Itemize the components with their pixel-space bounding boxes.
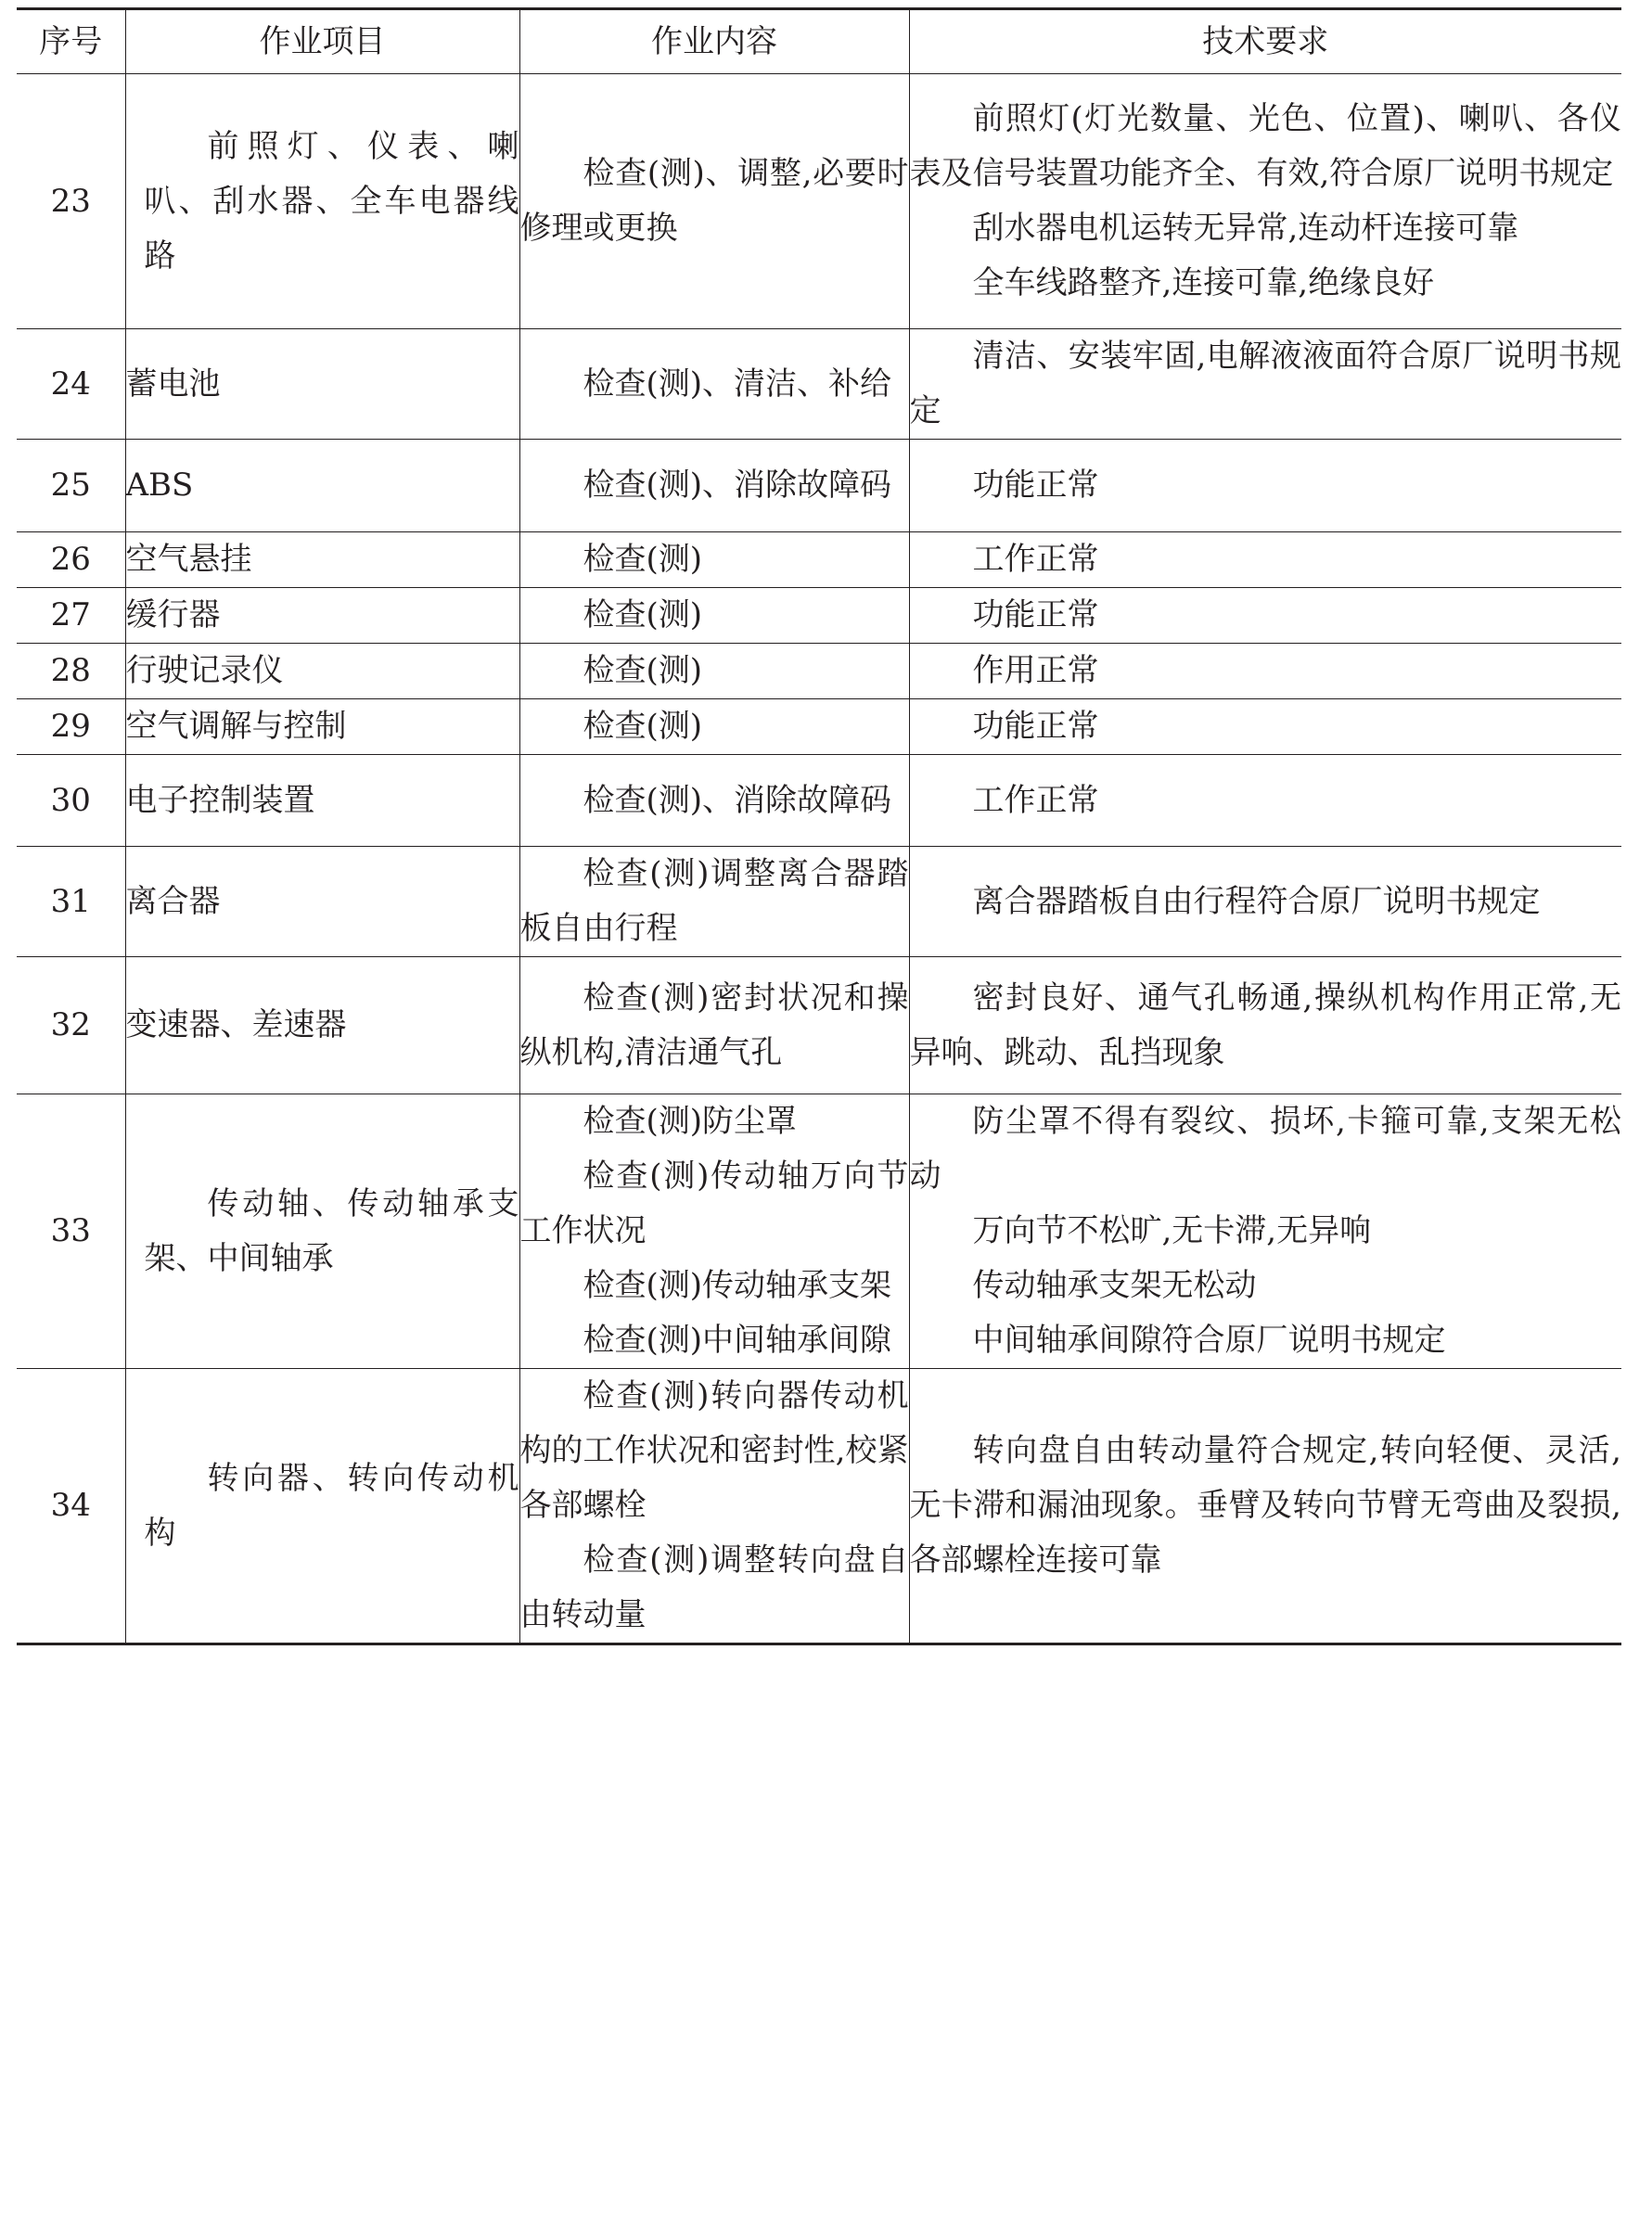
row-item [125, 957, 519, 1094]
row-content [519, 1369, 909, 1644]
row-content-line: 检查(测)调整离合器踏板自由行程 [519, 855, 909, 947]
row-item [125, 440, 519, 532]
row-requirement-line: 工作正常 [972, 781, 1099, 819]
table-row [17, 1094, 1621, 1369]
row-content-line: 检查(测)、消除故障码 [583, 467, 892, 504]
row-item-text: 电子控制装置 [125, 781, 315, 819]
row-content-line: 检查(测)、清洁、补给 [583, 365, 892, 403]
row-requirement-line: 防尘罩不得有裂纹、损坏,卡箍可靠,支架无松动 [909, 1103, 1621, 1195]
row-requirement-line: 传动轴承支架无松动 [972, 1267, 1257, 1304]
row-item-text: 前照灯、仪表、喇叭、刮水器、全车电器线路 [144, 127, 519, 275]
row-content [519, 755, 909, 847]
row-requirement-line: 功能正常 [972, 596, 1099, 633]
row-content [519, 588, 909, 644]
header-no: 序号 [17, 9, 125, 74]
row-content [519, 644, 909, 699]
row-content-line: 检查(测) [583, 596, 703, 633]
row-requirement-line: 离合器踏板自由行程符合原厂说明书规定 [972, 882, 1541, 920]
row-item [125, 588, 519, 644]
row-content-line: 检查(测) [583, 708, 703, 745]
row-requirement [909, 1369, 1621, 1644]
document-page [17, 7, 1621, 1645]
row-content [519, 74, 909, 329]
row-requirement [909, 74, 1621, 329]
row-item-text: 转向器、转向传动机构 [144, 1459, 519, 1552]
row-item [125, 1369, 519, 1644]
table-row [17, 1369, 1621, 1644]
row-requirement-line: 中间轴承间隙符合原厂说明书规定 [972, 1322, 1446, 1359]
row-item-text: 变速器、差速器 [125, 1006, 347, 1043]
row-number: 31 [17, 847, 125, 957]
row-requirement [909, 440, 1621, 532]
row-number: 27 [17, 588, 125, 644]
row-item-text: 蓄电池 [125, 365, 221, 403]
row-number: 23 [17, 74, 125, 329]
row-item [125, 755, 519, 847]
row-content-line: 检查(测)传动轴万向节工作状况 [519, 1158, 909, 1249]
row-content-line: 检查(测)转向器传动机构的工作状况和密封性,校紧各部螺栓 [519, 1377, 909, 1524]
row-requirement-line: 密封良好、通气孔畅通,操纵机构作用正常,无异响、跳动、乱挡现象 [909, 979, 1621, 1071]
row-requirement [909, 847, 1621, 957]
row-content [519, 957, 909, 1094]
row-content [519, 440, 909, 532]
row-content-line: 检查(测) [583, 652, 703, 689]
row-requirement-line: 全车线路整齐,连接可靠,绝缘良好 [972, 264, 1435, 301]
row-requirement-line: 作用正常 [972, 652, 1099, 689]
table-row [17, 329, 1621, 440]
row-number: 29 [17, 699, 125, 755]
row-item-text: 离合器 [125, 882, 221, 920]
row-requirement-line: 工作正常 [972, 541, 1099, 578]
row-content-line: 检查(测)中间轴承间隙 [583, 1322, 892, 1359]
table-row [17, 699, 1621, 755]
row-requirement-line: 功能正常 [972, 708, 1099, 745]
row-item [125, 74, 519, 329]
row-content [519, 699, 909, 755]
table-row [17, 532, 1621, 588]
maintenance-table [17, 7, 1621, 1645]
row-item [125, 1094, 519, 1369]
row-item [125, 532, 519, 588]
row-item-text: 缓行器 [125, 596, 221, 633]
row-item-text: ABS [125, 467, 194, 504]
row-number: 33 [17, 1094, 125, 1369]
row-number: 34 [17, 1369, 125, 1644]
row-content-line: 检查(测)、消除故障码 [583, 781, 892, 819]
row-number: 28 [17, 644, 125, 699]
table-row [17, 847, 1621, 957]
row-requirement-line: 功能正常 [972, 467, 1099, 504]
row-item [125, 699, 519, 755]
row-content-line: 检查(测)传动轴承支架 [583, 1267, 892, 1304]
row-item-text: 空气悬挂 [125, 541, 252, 578]
row-content [519, 1094, 909, 1369]
row-item-text: 传动轴、传动轴承支架、中间轴承 [144, 1184, 519, 1277]
row-number: 24 [17, 329, 125, 440]
row-content [519, 847, 909, 957]
row-number: 32 [17, 957, 125, 1094]
row-content [519, 532, 909, 588]
row-content [519, 329, 909, 440]
row-requirement [909, 1094, 1621, 1369]
row-item-text: 空气调解与控制 [125, 708, 347, 745]
row-requirement-line: 万向节不松旷,无卡滞,无异响 [972, 1212, 1372, 1249]
row-requirement [909, 755, 1621, 847]
table-row [17, 74, 1621, 329]
table-row [17, 440, 1621, 532]
table-row [17, 957, 1621, 1094]
row-requirement [909, 329, 1621, 440]
table-row [17, 588, 1621, 644]
row-content-line: 检查(测)调整转向盘自由转动量 [519, 1541, 909, 1633]
header-item: 作业项目 [125, 9, 519, 74]
row-requirement [909, 699, 1621, 755]
row-content-line: 检查(测)防尘罩 [583, 1103, 798, 1140]
row-number: 25 [17, 440, 125, 532]
row-item [125, 847, 519, 957]
row-content-line: 检查(测)密封状况和操纵机构,清洁通气孔 [519, 979, 909, 1071]
row-requirement-line: 刮水器电机运转无异常,连动杆连接可靠 [972, 210, 1519, 247]
row-requirement [909, 957, 1621, 1094]
row-requirement [909, 644, 1621, 699]
table-header-row [17, 9, 1621, 74]
row-item [125, 644, 519, 699]
row-item-text: 行驶记录仪 [125, 652, 284, 689]
row-item [125, 329, 519, 440]
row-requirement-line: 清洁、安装牢固,电解液液面符合原厂说明书规定 [909, 338, 1621, 429]
table-row [17, 755, 1621, 847]
table-row [17, 644, 1621, 699]
header-content: 作业内容 [519, 9, 909, 74]
header-requirement: 技术要求 [909, 9, 1621, 74]
row-requirement [909, 532, 1621, 588]
row-content-line: 检查(测)、调整,必要时修理或更换 [519, 155, 909, 247]
row-requirement [909, 588, 1621, 644]
row-number: 30 [17, 755, 125, 847]
row-content-line: 检查(测) [583, 541, 703, 578]
row-number: 26 [17, 532, 125, 588]
row-requirement-line: 转向盘自由转动量符合规定,转向轻便、灵活,无卡滞和漏油现象。垂臂及转向节臂无弯曲及裂损,各部螺栓连接可靠 [909, 1432, 1621, 1579]
row-requirement-line: 前照灯(灯光数量、光色、位置)、喇叭、各仪表及信号装置功能齐全、有效,符合原厂说明书规定 [909, 100, 1621, 192]
